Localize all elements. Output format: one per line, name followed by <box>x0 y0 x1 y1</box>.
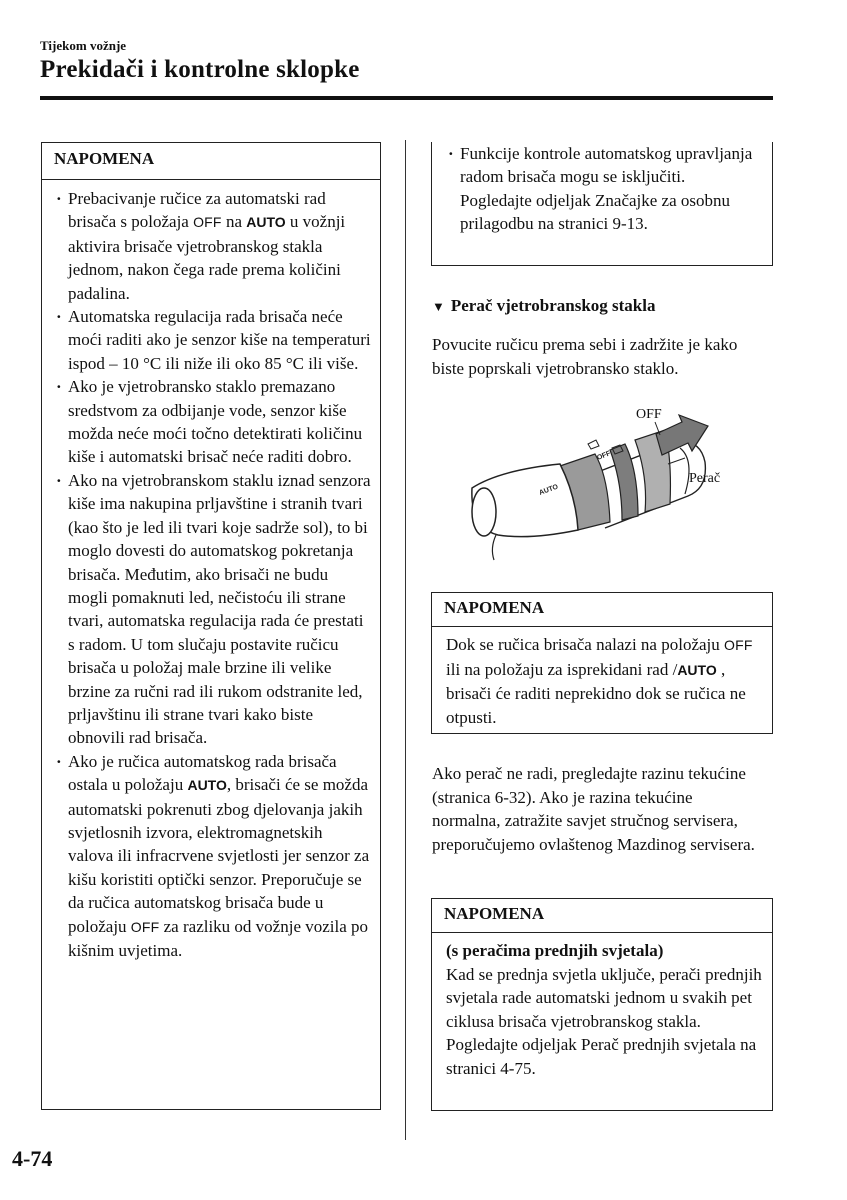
reference-text: Pogledajte odjeljak Značajke za osobnu prilagodbu na stranici 9-13. <box>460 190 731 234</box>
section-label: Tijekom vožnje <box>40 38 127 53</box>
list-item: · Ako na vjetrobranskom staklu iznad senzora kiše ima nakupina prljavštine i stranih tvari (kao što je led ili tvari koje sadrže sol), to bi moglo dovesti do automatskog pokretanja brisača. Međutim, ako brisači ne budu mogli pomaknuti led, nečistoću ili strane tvari, automatska regulacija rada će prestati s radom. U tom slučaju postavite ručicu brisača u položaj male brzine ili velike brzine za ručni rad ili rukom odstranite led, prljavštinu ili strane tvari kako biste obnovili rad brisača. <box>56 469 372 750</box>
title-rule <box>40 96 773 100</box>
note-text: Dok se ručica brisača nalazi na položaju OFF ili na položaju za isprekidani rad /AUTO , brisači će raditi neprekidno dok se ručica ne otpusti. <box>446 635 753 727</box>
list-item: · Ako je ručica automatskog rada brisača ostala u položaju AUTO, brisači će se možda automatski pokrenuti zbog djelovanja jakih svjetlosnih izvora, elektromagnetskih valova ili infracrvene svjetlosti jer senzor za kišu koristiti optički senzor. Preporučuje se da ručica automatskog brisača bude u položaju OFF za razliku od vožnje vozila po kišnim uvjetima. <box>56 750 372 963</box>
note-continuation-box <box>431 142 773 266</box>
wiper-lever-illustration <box>460 400 760 575</box>
auto-label: AUTO <box>246 214 286 231</box>
off-label: OFF <box>193 214 222 231</box>
note-box-left <box>41 142 381 1110</box>
list-item: · Prebacivanje ručice za automatski rad brisača s položaja OFF na AUTO u vožnji aktivira brisače vjetrobranskog stakla jednom, nakon čega rade prema količini padalina. <box>56 187 372 305</box>
lever-auto-label: AUTO <box>538 483 560 497</box>
lever-drawing <box>460 400 760 575</box>
note-heading: NAPOMENA <box>432 899 772 933</box>
lever-off-label: OFF <box>596 450 612 462</box>
note-box-2 <box>431 592 773 734</box>
reference-text: Pogledajte odjeljak Perač prednjih svjetala na stranici 4-75. <box>446 1035 757 1078</box>
note-text: Kad se prednja svjetla uključe, perači prednjih svjetala rade automatski jednom u svakih pet ciklusa brisača vjetrobranskog stakla. <box>446 964 762 1031</box>
list-item: · Automatska regulacija rada brisača neće moći raditi ako je senzor kiše na temperaturi ispod – 10 °C ili niže ili oko 85 °C ili više. <box>56 305 372 375</box>
off-label: OFF <box>130 918 160 935</box>
washer-troubleshoot-text: Ako perač ne radi, pregledajte razinu tekućine (stranica 6-32). Ako je razina tekućine normalna, zatražite savjet stručnog servisera, preporučujemo ovlaštenog Mazdinog servisera. <box>432 764 755 854</box>
figure-label-washer: Perač <box>689 471 721 486</box>
auto-label: AUTO <box>677 661 717 678</box>
note-subheading: (s peračima prednjih svjetala) <box>446 941 664 960</box>
column-divider <box>405 140 406 1140</box>
page-title: Prekidači i kontrolne sklopke <box>40 56 360 83</box>
washer-instructions: Povucite ručicu prema sebi i zadržite je kako biste poprskali vjetrobransko staklo. <box>432 335 738 378</box>
page-number: 4-74 <box>12 1146 53 1171</box>
list-item: · Ako je vjetrobransko staklo premazano sredstvom za odbijanje vode, senzor kiše možda neće moći točno detektirati količinu kiše i automatski brisač neće raditi dobro. <box>56 375 372 469</box>
section-heading: ▼ Perač vjetrobranskog stakla <box>432 296 656 315</box>
auto-label: AUTO <box>187 777 227 794</box>
note-list <box>42 180 380 962</box>
triangle-down-icon: ▼ <box>432 299 445 314</box>
figure-label-off: OFF <box>636 407 662 422</box>
off-label: OFF <box>724 637 753 653</box>
note-box-3 <box>431 898 773 1111</box>
note-heading: NAPOMENA <box>432 593 772 627</box>
note-heading: NAPOMENA <box>42 143 380 180</box>
list-item: · Funkcije kontrole automatskog upravljanja radom brisača mogu se isključiti. Pogledajte odjeljak Značajke za osobnu prilagodbu na stranici 9-13. <box>448 142 764 236</box>
